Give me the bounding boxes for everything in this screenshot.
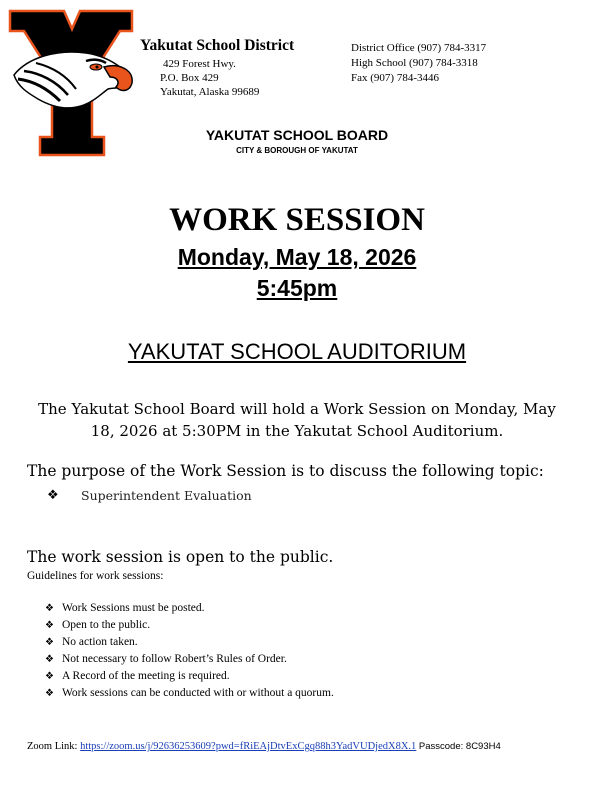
session-title: WORK SESSION [169,202,425,238]
board-title: YAKUTAT SCHOOL BOARD [205,127,389,143]
topic-bullet-icon: ❖ [47,487,59,502]
contact-high-school: High School (907) 784-3318 [351,57,478,69]
topic-item: Superintendent Evaluation [81,488,252,503]
guideline-text: Work Sessions must be posted. [62,602,205,614]
bullet-icon: ❖ [45,603,54,614]
contact-fax: Fax (907) 784-3446 [351,72,439,84]
list-item [45,685,334,702]
list-item [45,651,334,668]
guideline-text: Work sessions can be conducted with or without a quorum. [62,687,334,699]
bullet-icon: ❖ [45,637,54,648]
passcode-label: Passcode: [418,741,464,752]
session-time: 5:45pm [256,275,338,301]
session-announcement: The Yakutat School Board will hold a Work Session on Monday, May 18, 2026 at 5:30PM in the Yakutat School Auditorium. [38,400,556,440]
purpose-heading: The purpose of the Work Session is to discuss the following topic: [27,462,544,480]
bullet-icon: ❖ [45,671,54,682]
list-item [45,600,334,617]
bullet-icon: ❖ [45,688,54,699]
district-name: Yakutat School District [140,37,295,54]
session-location: YAKUTAT SCHOOL AUDITORIUM [127,339,467,364]
zoom-link[interactable]: https://zoom.us/j/92636253609?pwd=fRiEAjDtvExCgq88h3YadVUDjedX8X.1 [80,741,417,752]
guideline-text: Not necessary to follow Robert’s Rules of Order. [62,653,287,665]
guidelines-list [45,600,334,702]
zoom-label: Zoom Link: [27,741,78,752]
zoom-info [27,741,501,752]
address-line-1: 429 Forest Hwy. [163,58,236,70]
list-item [45,634,334,651]
session-date: Monday, May 18, 2026 [177,244,417,270]
address-line-3: Yakutat, Alaska 99689 [160,86,260,98]
list-item [45,668,334,685]
board-subtitle: CITY & BOROUGH OF YAKUTAT [236,146,358,155]
passcode-value: 8C93H4 [465,741,501,752]
list-item [45,617,334,634]
public-statement: The work session is open to the public. [27,548,334,566]
guideline-text: Open to the public. [62,619,151,631]
district-contacts [351,41,486,86]
bullet-icon: ❖ [45,654,54,665]
address-line-2: P.O. Box 429 [160,72,219,84]
bullet-icon: ❖ [45,620,54,631]
guideline-text: No action taken. [62,636,138,648]
contact-district-office: District Office (907) 784-3317 [351,42,487,54]
guidelines-heading: Guidelines for work sessions: [27,570,164,582]
district-address [160,57,259,99]
guideline-text: A Record of the meeting is required. [62,670,230,682]
